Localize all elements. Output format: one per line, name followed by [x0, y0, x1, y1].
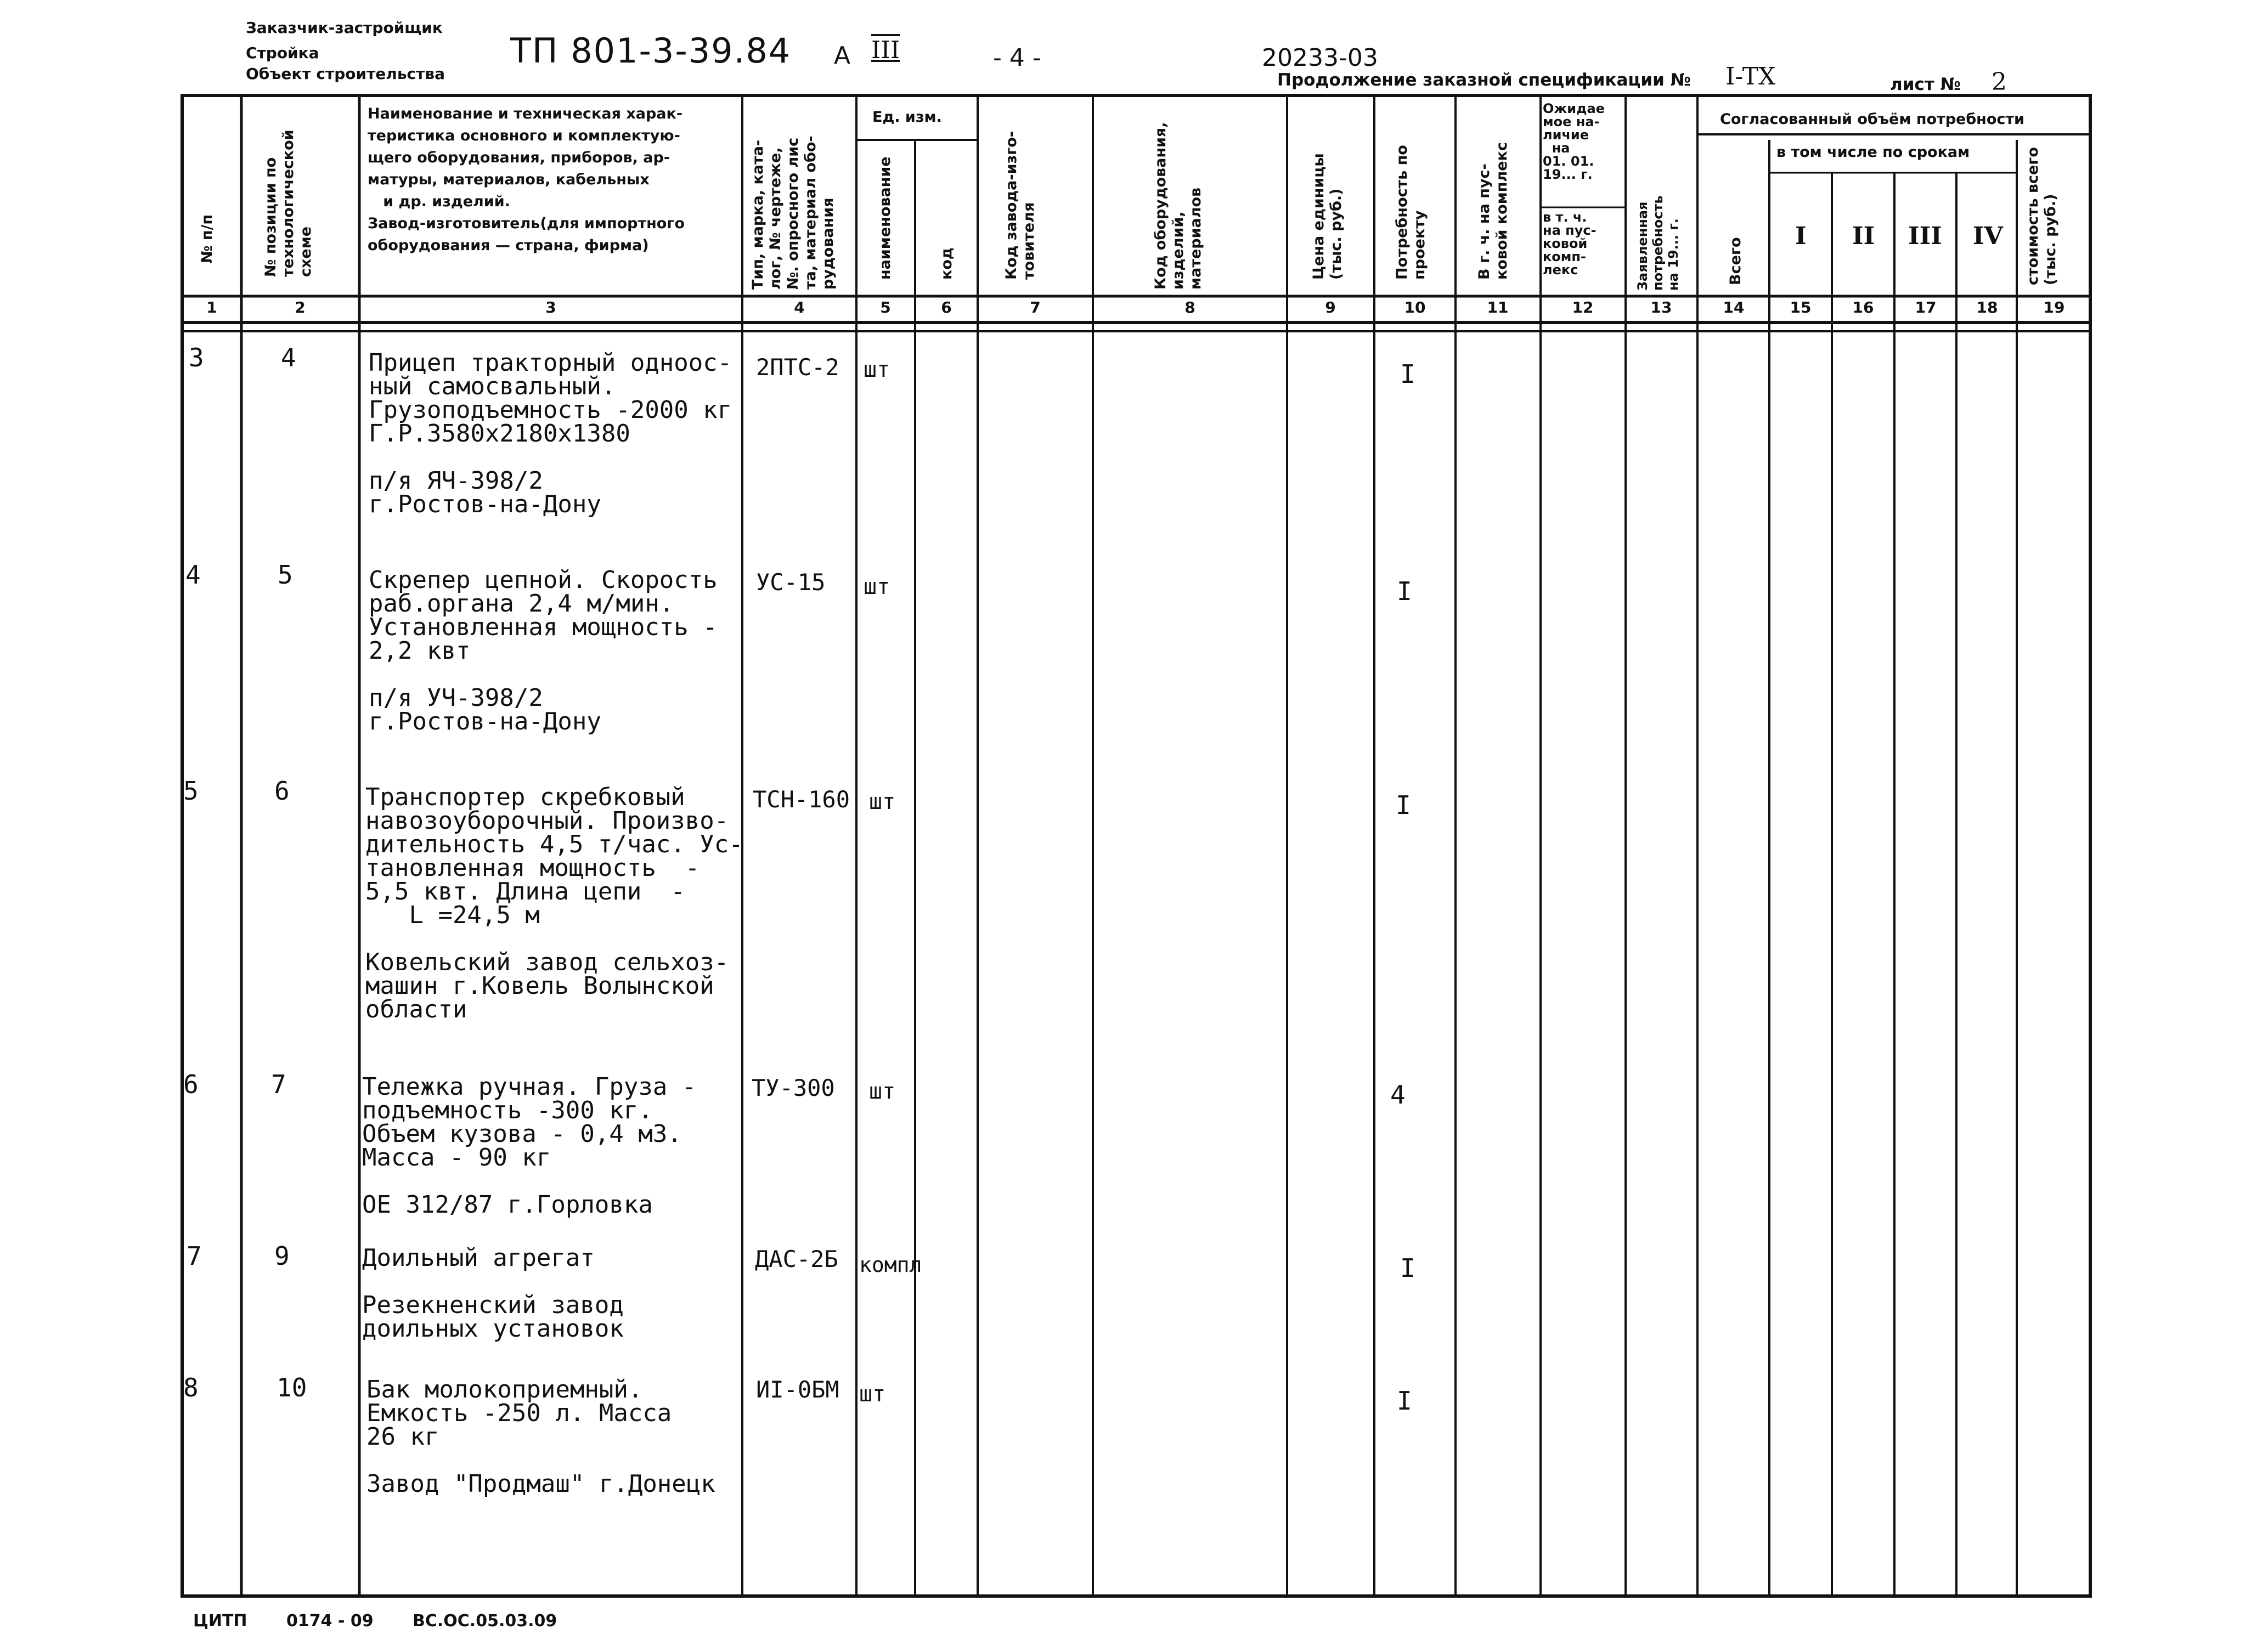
- col-header-18: IV: [1973, 222, 2003, 250]
- row-unit: шт: [859, 1382, 886, 1407]
- row-type: 2ПТС-2: [756, 354, 839, 381]
- col-number-17: 17: [1915, 298, 1937, 316]
- row-number: 5: [183, 776, 199, 806]
- col-header-2: № позиции по технологической схеме: [262, 129, 314, 277]
- col-header-7: Код завода-изго- товителя: [1003, 131, 1037, 280]
- col-header-units-group: Ед. изм.: [872, 109, 942, 126]
- col-number-5: 5: [880, 298, 891, 316]
- col-number-19: 19: [2043, 298, 2065, 316]
- col-header-13: Заявленная потребность на 19... г.: [1635, 195, 1681, 291]
- row-quantity: I: [1400, 1253, 1415, 1283]
- page-number: - 4 -: [993, 44, 1041, 72]
- col-number-12: 12: [1572, 298, 1594, 316]
- col-header-17: III: [1908, 222, 1942, 250]
- row-unit: шт: [864, 357, 890, 382]
- col-number-18: 18: [1976, 298, 1998, 316]
- row-type: ИI-0БМ: [756, 1376, 839, 1403]
- album-number: III: [871, 36, 900, 64]
- row-description: Прицеп тракторный одноос- ный самосвальный. Грузоподъемность -2000 кг Г.Р.3580х2180х1380 п/я ЯЧ-398/2 г.Ростов-на-Дону: [369, 349, 732, 518]
- row-number: 3: [189, 343, 204, 372]
- row-number: 8: [183, 1373, 199, 1402]
- row-quantity: I: [1397, 1386, 1412, 1416]
- row-quantity: I: [1397, 576, 1412, 606]
- col-header-9: Цена единицы (тыс. руб.): [1310, 153, 1345, 280]
- row-number: 7: [187, 1241, 202, 1271]
- col-number-6: 6: [941, 298, 952, 316]
- col-header-14: Всего: [1727, 237, 1744, 285]
- row-description: Бак молокоприемный. Емкость -250 л. Масса 26 кг Завод "Продмаш" г.Донецк: [366, 1376, 715, 1498]
- col-number-10: 10: [1404, 298, 1426, 316]
- col-number-4: 4: [794, 298, 805, 316]
- row-position: 10: [277, 1373, 307, 1402]
- col-header-16: II: [1852, 222, 1875, 250]
- col-number-8: 8: [1184, 298, 1195, 316]
- col-header-5: наименование: [877, 156, 894, 280]
- row-number: 6: [183, 1070, 199, 1099]
- col-number-16: 16: [1852, 298, 1874, 316]
- footer-code-1: 0174 - 09: [286, 1611, 374, 1631]
- spec-title: Продолжение заказной спецификации №: [1277, 70, 1691, 90]
- col-number-1: 1: [206, 298, 217, 316]
- customer-label: Заказчик-застройщик: [246, 19, 443, 37]
- sheet-number: 2: [1992, 68, 2007, 96]
- col-number-11: 11: [1487, 298, 1509, 316]
- row-quantity: 4: [1390, 1080, 1406, 1110]
- row-description: Тележка ручная. Груза - подъемность -300 кг. Объем кузова - 0,4 м3. Масса - 90 кг ОЕ 312/87 г.Горловка: [362, 1073, 697, 1219]
- col-number-13: 13: [1650, 298, 1672, 316]
- row-unit: компл: [859, 1253, 922, 1277]
- object-label: Объект строительства: [246, 65, 445, 83]
- col-header-6: код: [938, 247, 955, 280]
- row-unit: шт: [869, 1079, 896, 1104]
- col-number-15: 15: [1790, 298, 1812, 316]
- row-type: ТСН-160: [753, 786, 850, 813]
- row-description: Доильный агрегат Резекненский завод доильных установок: [362, 1244, 624, 1343]
- col-number-3: 3: [545, 298, 556, 316]
- col-header-terms-group: в том числе по срокам: [1776, 144, 1970, 161]
- col-header-3: Наименование и техническая харак- теристика основного и комплектую- щего оборудования, приборов, ар- матуры, материалов, кабельных и др. изделий. Завод-изготовитель(для импортного оборудования — страна, фирма): [368, 105, 685, 254]
- row-position: 9: [274, 1241, 290, 1271]
- footer-code-2: ВС.ОС.05.03.09: [413, 1611, 557, 1631]
- row-position: 4: [281, 343, 296, 372]
- col-number-9: 9: [1325, 298, 1336, 316]
- doc-number: 20233-03: [1262, 44, 1378, 72]
- col-header-11: В г. ч. на пус- ковой комплекс: [1476, 142, 1510, 280]
- row-unit: шт: [869, 789, 896, 814]
- project-code: ТП 801-3-39.84: [510, 31, 792, 71]
- col-header-10: Потребность по проекту: [1394, 145, 1428, 280]
- spec-number: I-TX: [1725, 63, 1776, 90]
- row-type: ДАС-2Б: [755, 1246, 838, 1272]
- row-type: ТУ-300: [752, 1074, 835, 1101]
- row-description: Транспортер скребковый навозоуборочный. Произво- дительность 4,5 т/час. Ус- тановленная мощность - 5,5 квт. Длина цепи - L =24,5 м Ковельский завод сельхоз- машин г.Ковель Волынской области: [365, 783, 743, 1023]
- col-header-1: № п/п: [199, 214, 216, 263]
- row-number: 4: [185, 560, 201, 590]
- col-header-12-top: Ожидае мое на- личие на 01. 01. 19... г.: [1543, 101, 1605, 182]
- col-header-8: Код оборудования, изделий, материалов: [1152, 122, 1204, 290]
- row-quantity: I: [1396, 790, 1411, 820]
- sheet-label: лист №: [1890, 75, 1961, 94]
- row-unit: шт: [864, 574, 890, 599]
- row-position: 6: [274, 776, 290, 806]
- col-header-4: Тип, марка, ката- лог, № чертеже, №. опросного лис та, материал обо- рудования: [749, 135, 837, 290]
- row-position: 5: [278, 560, 293, 590]
- row-position: 7: [271, 1070, 286, 1099]
- col-header-12-bottom: в т. ч. на пус- ковой комп- лекс: [1543, 210, 1597, 278]
- site-label: Стройка: [246, 44, 319, 62]
- row-quantity: I: [1400, 359, 1415, 389]
- footer-org: ЦИТП: [193, 1611, 247, 1631]
- col-number-7: 7: [1030, 298, 1041, 316]
- row-type: УС-15: [756, 569, 826, 596]
- album-label: А: [834, 42, 851, 70]
- col-header-agreed-group: Согласованный объём потребности: [1720, 111, 2024, 128]
- col-header-15: I: [1795, 222, 1807, 250]
- row-description: Скрепер цепной. Скорость раб.органа 2,4 м/мин. Установленная мощность - 2,2 квт п/я УЧ-398/2 г.Ростов-на-Дону: [369, 566, 718, 736]
- col-number-2: 2: [295, 298, 306, 316]
- col-header-19: стоимость всего (тыс. руб.): [2024, 147, 2059, 285]
- col-number-14: 14: [1723, 298, 1745, 316]
